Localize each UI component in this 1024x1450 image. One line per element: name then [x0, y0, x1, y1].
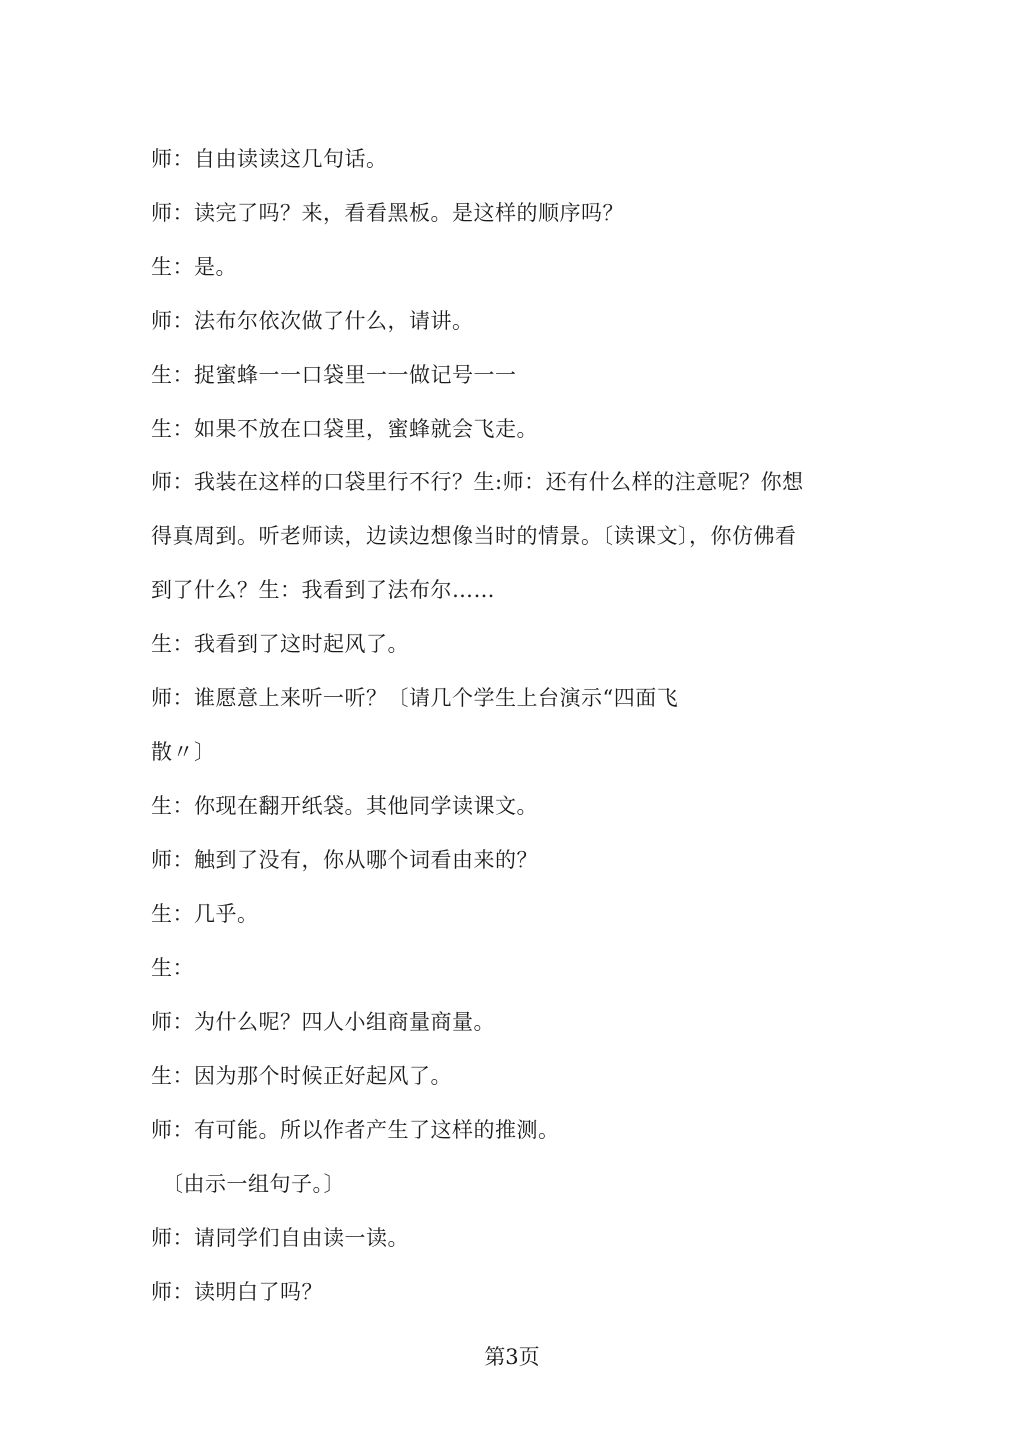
page-number: 第3页 — [484, 1345, 540, 1369]
text-line: 师：有可能。所以作者产生了这样的推测。 — [151, 1118, 560, 1142]
text-line: 师：谁愿意上来听一听？〔请几个学生上台演示“四面飞 — [151, 686, 679, 710]
text-line: 生：我看到了这时起风了。 — [151, 632, 409, 656]
text-line: 生：你现在翻开纸袋。其他同学读课文。 — [151, 794, 538, 818]
text-line: 到了什么？生：我看到了法布尔…… — [151, 578, 495, 602]
text-line: 师：读明白了吗？ — [151, 1280, 323, 1304]
text-line: 生：如果不放在口袋里，蜜蜂就会飞走。 — [151, 417, 538, 441]
text-line: 生：几乎。 — [151, 902, 259, 926]
text-line: 生：捉蜜蜂一一口袋里一一做记号一一 — [151, 363, 517, 387]
text-line: 〔由示一组句子。〕 — [162, 1172, 345, 1196]
text-line: 师：为什么呢？四人小组商量商量。 — [151, 1010, 495, 1034]
text-line: 师：触到了没有，你从哪个词看由来的？ — [151, 848, 538, 872]
text-line: 散〃〕 — [151, 740, 216, 764]
text-line: 师：法布尔依次做了什么，请讲。 — [151, 309, 474, 333]
text-line: 师：请同学们自由读一读。 — [151, 1226, 409, 1250]
text-line: 师：读完了吗？来，看看黑板。是这样的顺序吗？ — [151, 201, 624, 225]
text-line: 生：是。 — [151, 255, 237, 279]
text-line: 生： — [151, 956, 194, 980]
text-line: 师：我装在这样的口袋里行不行？生:师：还有什么样的注意呢？你想 — [151, 470, 804, 494]
text-line: 生：因为那个时候正好起风了。 — [151, 1064, 452, 1088]
text-line: 得真周到。听老师读，边读边想像当时的情景。〔读课文〕，你仿佛看 — [151, 524, 797, 548]
text-line: 师：自由读读这几句话。 — [151, 147, 388, 171]
